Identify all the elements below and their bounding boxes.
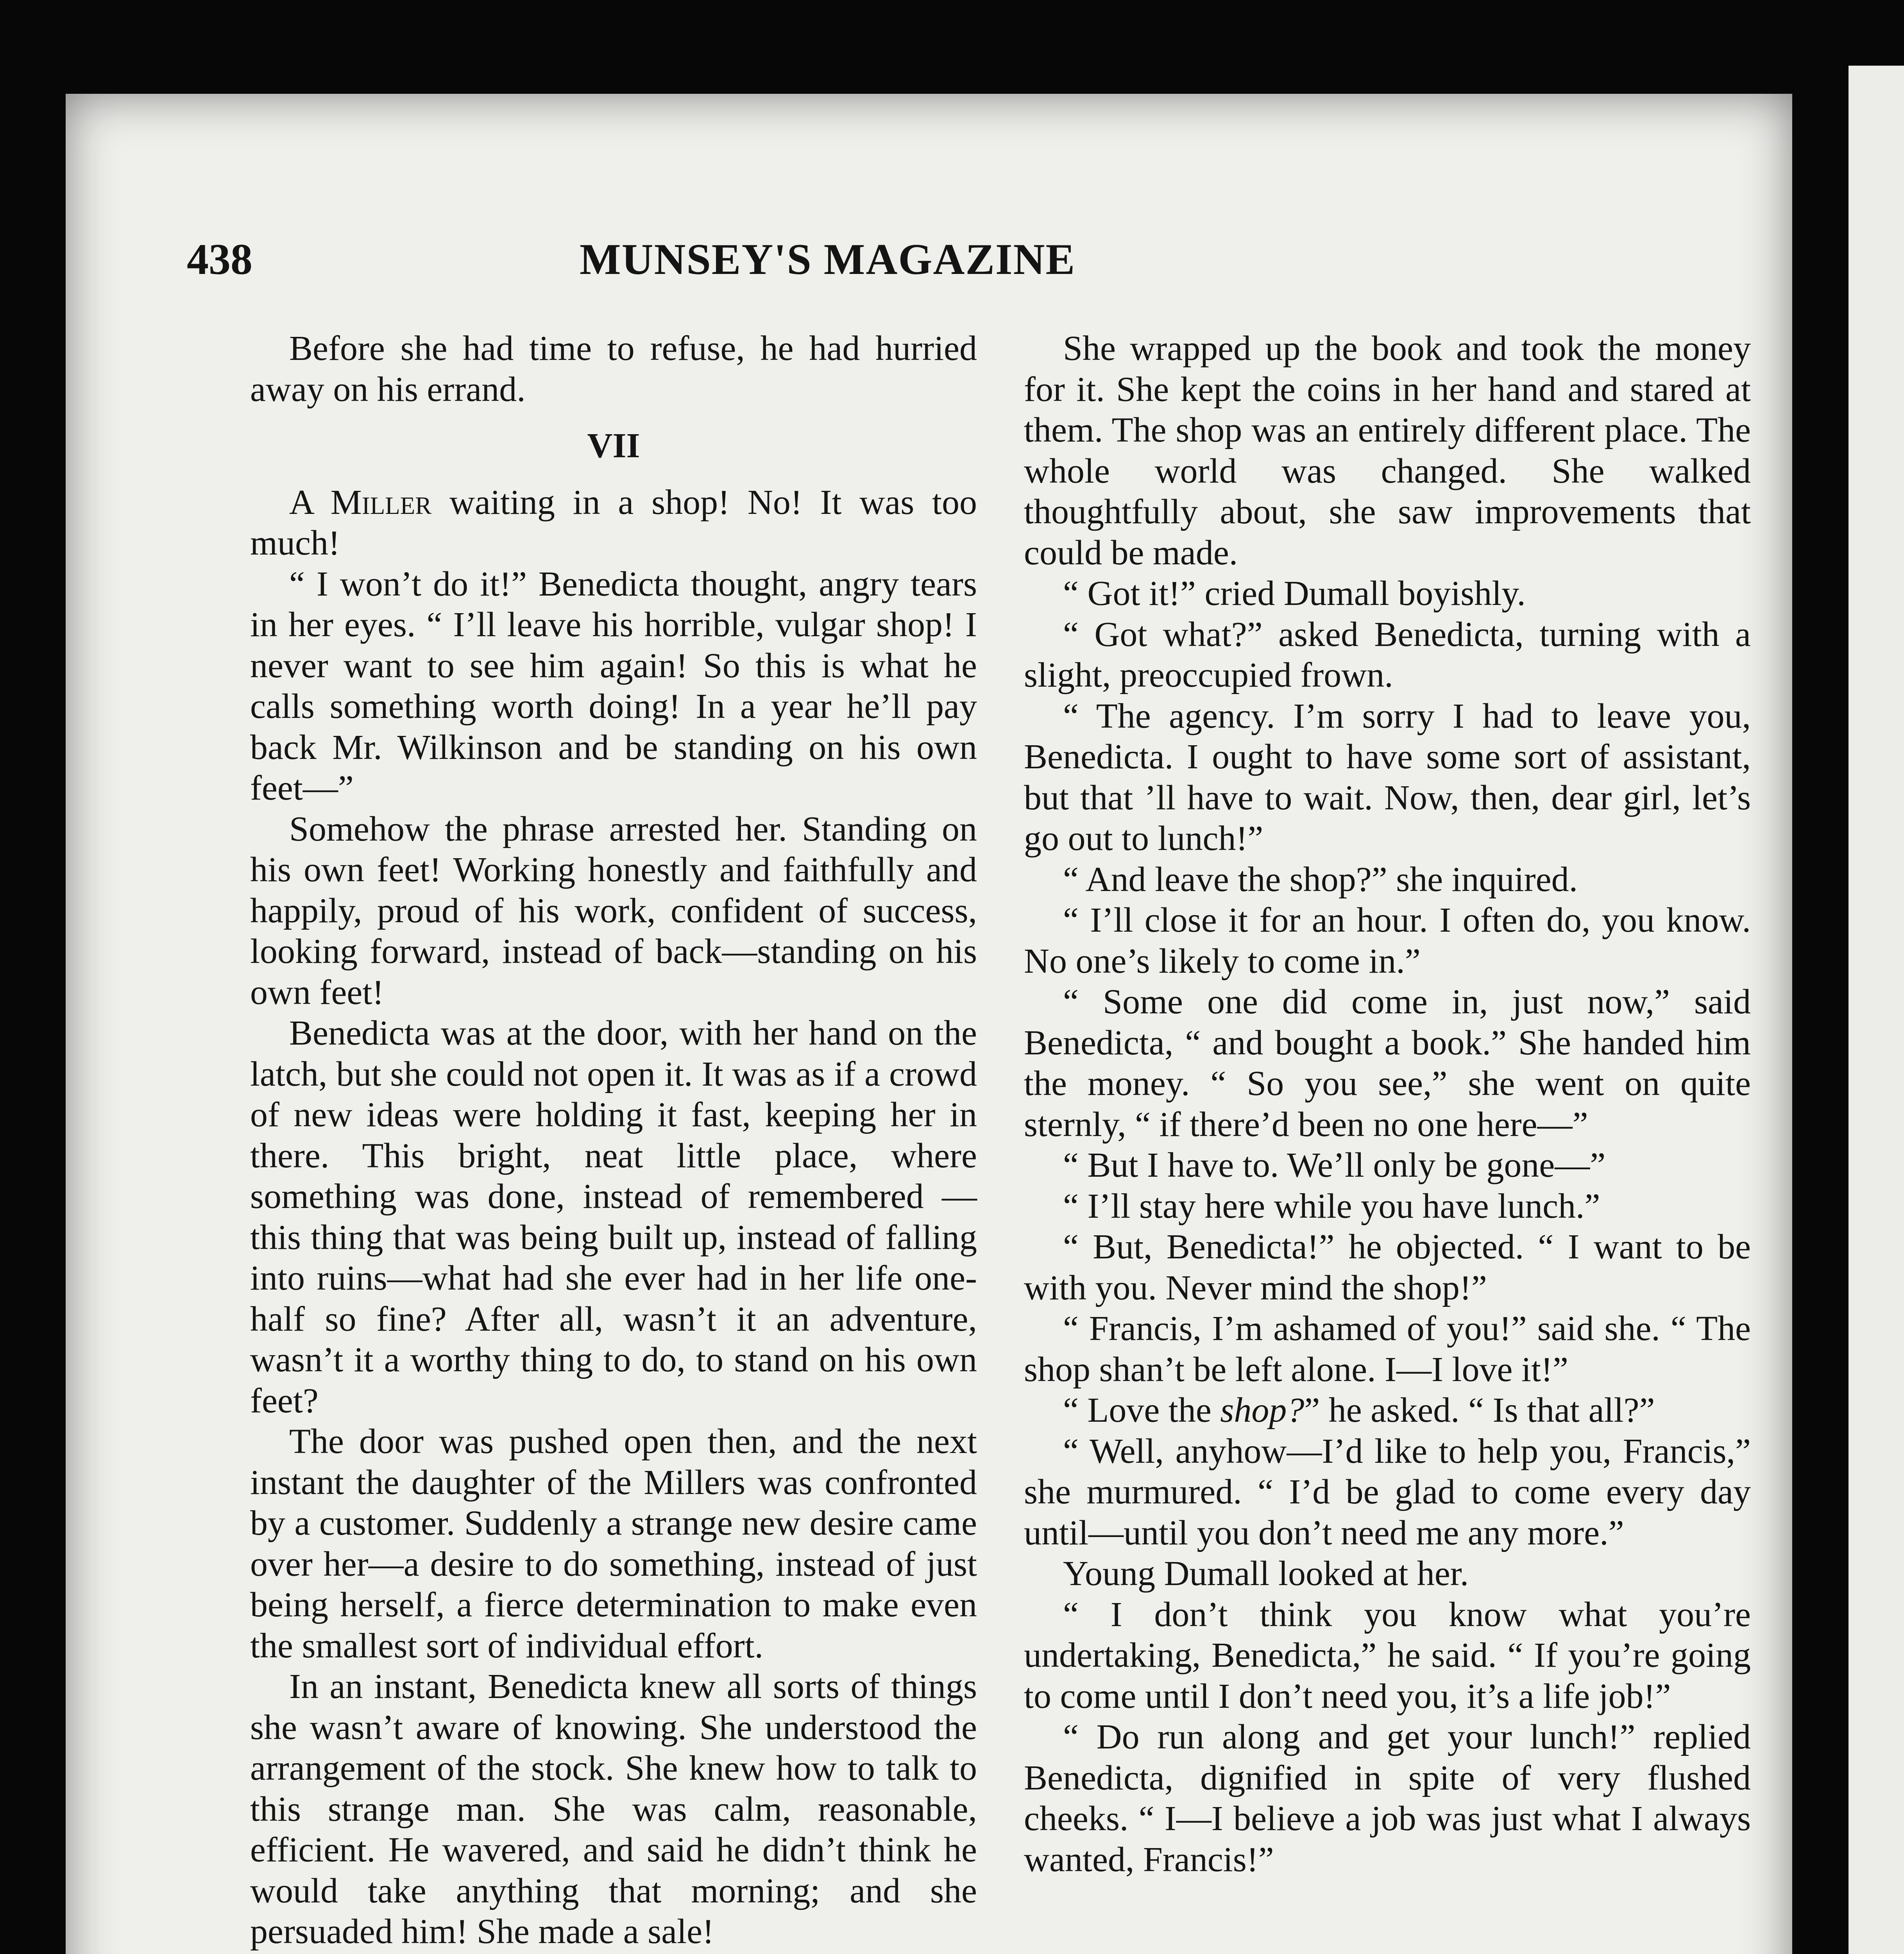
adjacent-page-fragment: [1856, 1011, 1872, 1027]
paragraph-text: waiting in a shop! No! It was too much!: [250, 483, 977, 562]
paragraph: Somehow the phrase arrested her. Standing on his own feet! Working honestly and faithfully and happily, proud of his work, confident of success, looking forward, instead of back—standing on his own feet!: [250, 809, 977, 1012]
paragraph: “ Got it!” cried Dumall boyishly.: [1063, 574, 1526, 613]
paragraph: The door was pushed open then, and the next instant the daughter of the Millers was confronted by a customer. Suddenly a strange new desire came over her—a desire to do something, instead of just being herself, a fierce determination to make even the smallest sort of individual effort.: [250, 1422, 977, 1665]
paragraph: “ But I have to. We’ll only be gone—”: [1063, 1146, 1606, 1185]
paragraph: Before she had time to refuse, he had hurried away on his errand.: [250, 329, 977, 409]
left-column: [250, 328, 977, 1952]
paragraph: “ Some one did come in, just now,” said Benedicta, “ and bought a book.” She handed him the money. “ So you see,” she went on quite sternly, “ if there’d been no one here—”: [1024, 982, 1751, 1144]
paragraph: Young Dumall looked at her.: [1063, 1554, 1469, 1593]
magazine-title: MUNSEY'S MAGAZINE: [580, 235, 1076, 284]
paragraph: Benedicta was at the door, with her hand on the latch, but she could not open it. It was as if a crowd of new ideas were holding it fast, keeping her in there. This bright, neat little place, where something was done, instead of remembered — this thing that was being built up, instead of falling into ruins—what had she ever had in her life one-half so fine? After all, wasn’t it an adventure, wasn’t it a worthy thing to do, to stand on his own feet?: [250, 1014, 977, 1420]
paragraph: “ Got what?” asked Benedicta, turning with a slight, preoccupied frown.: [1024, 615, 1751, 694]
paragraph: “ Well, anyhow—I’d like to help you, Francis,” she murmured. “ I’d be glad to come every day until—until you don’t need me any more.”: [1024, 1432, 1751, 1552]
paragraph: “ Francis, I’m ashamed of you!” said she. “ The shop shan’t be left alone. I—I love it!”: [1024, 1309, 1751, 1389]
paragraph: [250, 482, 977, 564]
paragraph: “ I’ll stay here while you have lunch.”: [1063, 1186, 1600, 1226]
paragraph: In an instant, Benedicta knew all sorts of things she wasn’t aware of knowing. She understood the arrangement of the stock. She knew how to talk to this strange man. She was calm, reasonable, efficient. He wavered, and said he didn’t think he would take anything that morning; and she persuaded him! She made a sale!: [250, 1667, 977, 1951]
italic-word: shop?: [1220, 1391, 1305, 1430]
section-heading: VII: [587, 426, 640, 465]
paragraph: “ I don’t think you know what you’re undertaking, Benedicta,” he said. “ If you’re going to come until I don’t need you, it’s a life job!”: [1024, 1595, 1751, 1716]
paragraph: “ But, Benedicta!” he objected. “ I want to be with you. Never mind the shop!”: [1024, 1228, 1751, 1307]
paragraph: “ I’ll close it for an hour. I often do, you know. No one’s likely to come in.”: [1024, 901, 1751, 981]
paragraph-text: ” he asked. “ Is that all?”: [1304, 1391, 1655, 1430]
paragraph: “ Do run along and get your lunch!” replied Benedicta, dignified in spite of very flushed cheeks. “ I—I believe a job was just what I always wanted, Francis!”: [1024, 1718, 1751, 1879]
adjacent-page-edge: [1849, 66, 1904, 1954]
paragraph: “ And leave the shop?” she inquired.: [1063, 860, 1578, 899]
paragraph: “ I won’t do it!” Benedicta thought, angry tears in her eyes. “ I’ll leave his horrible, vulgar shop! I never want to see him again! So this is what he calls something worth doing! In a year he’ll pay back Mr. Wilkinson and be standing on his own feet—”: [250, 564, 977, 807]
smallcaps-lead: A Miller: [289, 483, 432, 522]
paragraph: [1024, 1390, 1751, 1431]
right-column: [1024, 328, 1751, 1880]
paragraph: She wrapped up the book and took the money for it. She kept the coins in her hand and stared at them. The shop was an entirely different place. The whole world was changed. She walked thoughtfully about, she saw improvements that could be made.: [1024, 329, 1751, 572]
paragraph: “ The agency. I’m sorry I had to leave you, Benedicta. I ought to have some sort of assistant, but that ’ll have to wait. Now, then, dear girl, let’s go out to lunch!”: [1024, 696, 1751, 858]
page-number: 438: [187, 235, 252, 284]
paragraph-text: “ Love the: [1063, 1391, 1220, 1430]
